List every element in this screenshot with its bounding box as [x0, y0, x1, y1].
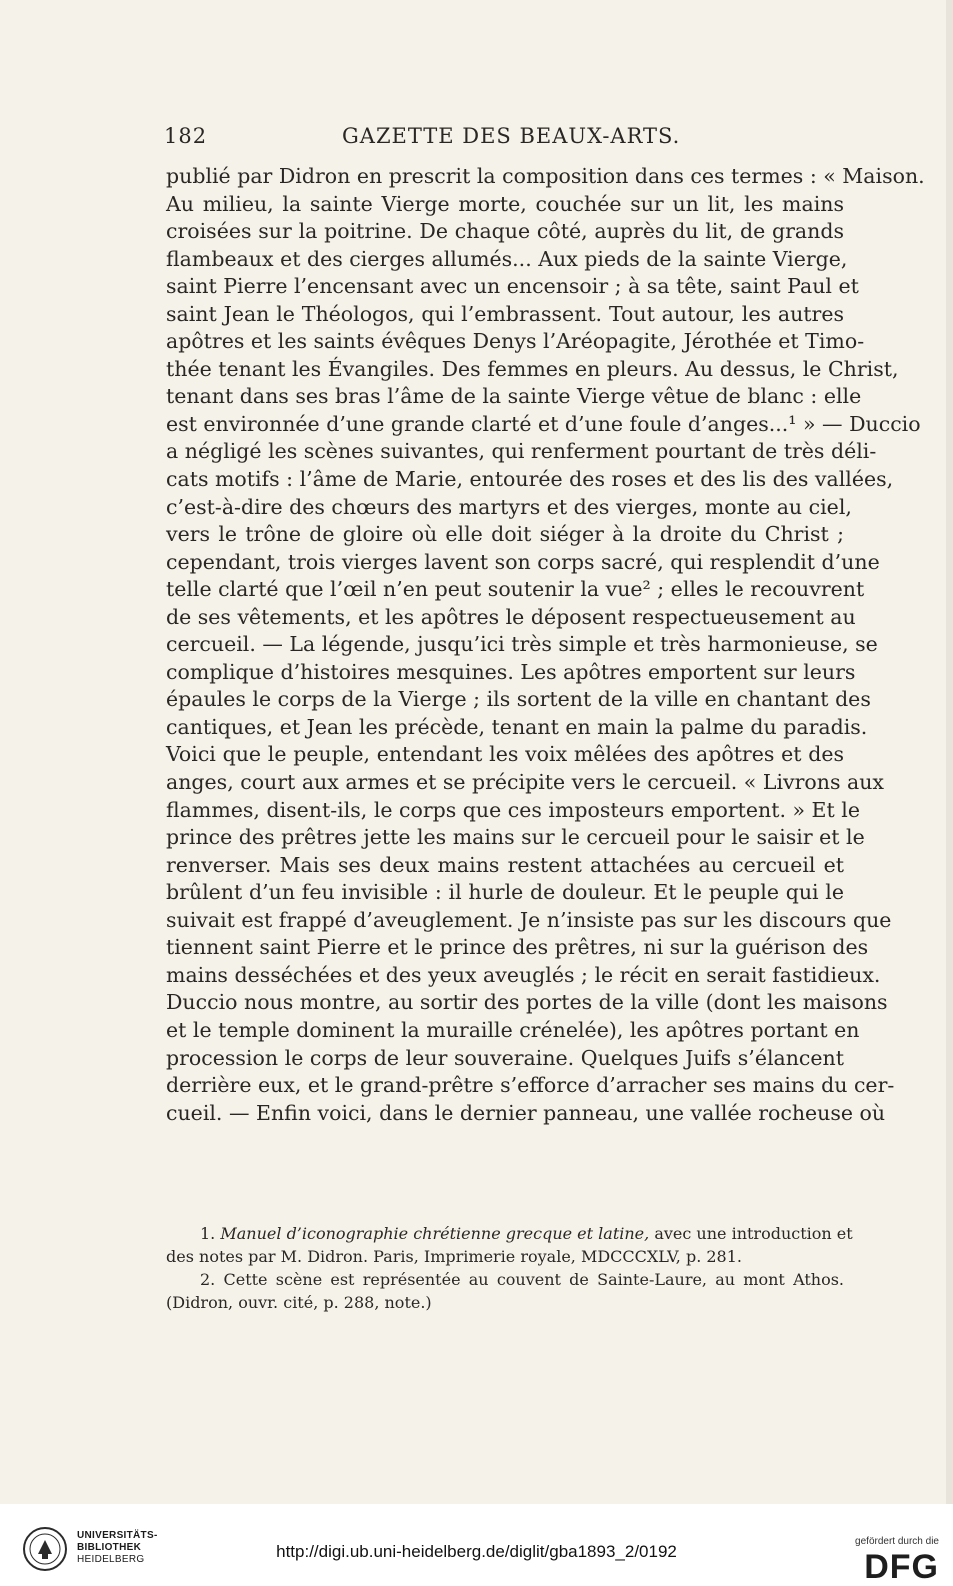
permalink-url[interactable]: http://digi.ub.uni-heidelberg.de/diglit/gba1893_2/0192	[276, 1542, 677, 1561]
funding-text: gefördert durch die	[855, 1536, 939, 1547]
text-line: brûlent d’un feu invisible : il hurle de douleur. Et le peuple qui le	[166, 880, 844, 905]
text-line: apôtres et les saints évêques Denys l’Aréopagite, Jérothée et Timo-	[166, 329, 865, 354]
footnote-1-rest: avec une introduction et	[654, 1224, 853, 1243]
text-line: vers le trône de gloire où elle doit siéger à la droite du Christ ;	[166, 522, 844, 547]
scan-edge	[946, 0, 953, 1504]
text-line: anges, court aux armes et se précipite vers le cercueil. « Livrons aux	[166, 770, 884, 795]
text-line: est environnée d’une grande clarté et d’une foule d’anges...¹ » — Duccio	[166, 411, 921, 436]
library-line-1: UNIVERSITÄTS-	[77, 1530, 158, 1541]
text-line: de ses vêtements, et les apôtres le déposent respectueusement au	[166, 604, 856, 629]
text-line: mains desséchées et des yeux aveuglés ; le récit en serait fastidieux.	[166, 962, 881, 987]
text-line: tiennent saint Pierre et le prince des prêtres, ni sur la guérison des	[166, 935, 869, 960]
text-line: cats motifs : l’âme de Marie, entourée des roses et des lis des vallées,	[166, 467, 894, 492]
body-text	[166, 163, 925, 1127]
footnote-1-line-2: des notes par M. Didron. Paris, Imprimerie royale, MDCCCXLV, p. 281.	[166, 1247, 742, 1266]
text-line: tenant dans ses bras l’âme de la sainte Vierge vêtue de blanc : elle	[166, 384, 862, 409]
text-line: procession le corps de leur souveraine. Quelques Juifs s’élancent	[166, 1045, 844, 1070]
text-line: cependant, trois vierges lavent son corps sacré, qui resplendit d’une	[166, 549, 880, 574]
text-line: saint Jean le Théologos, qui l’embrassent. Tout autour, les autres	[166, 301, 844, 326]
running-head	[164, 124, 684, 148]
text-line: épaules le corps de la Vierge ; ils sortent de la ville en chantant des	[166, 687, 871, 712]
footnotes	[166, 1222, 853, 1314]
footnote-1-title: Manuel d’iconographie chrétienne grecque et latine,	[220, 1224, 650, 1243]
dfg-funding-logo[interactable]	[819, 1529, 939, 1586]
text-line: flammes, disent-ils, le corps que ces imposteurs emportent. » Et le	[166, 797, 860, 822]
text-line: prince des prêtres jette les mains sur le cercueil pour le saisir et le	[166, 825, 865, 850]
footnote-1	[166, 1222, 853, 1245]
viewer-footer	[0, 1504, 953, 1586]
text-line: Duccio nous montre, au sortir des portes de la ville (dont les maisons	[166, 990, 888, 1015]
text-line: complique d’histoires mesquines. Les apôtres emportent sur leurs	[166, 659, 856, 684]
text-line: suivait est frappé d’aveuglement. Je n’insiste pas sur les discours que	[166, 907, 892, 932]
library-line-2: BIBLIOTHEK	[77, 1542, 142, 1553]
text-line: thée tenant les Évangiles. Des femmes en pleurs. Au dessus, le Christ,	[166, 356, 899, 381]
library-line-3: HEIDELBERG	[77, 1554, 145, 1565]
text-line: saint Pierre l’encensant avec un encensoir ; à sa tête, saint Paul et	[166, 274, 859, 299]
footnote-2-line-2: (Didron, ouvr. cité, p. 288, note.)	[166, 1293, 432, 1312]
page-number: 182	[164, 124, 208, 148]
footnote-2: 2. Cette scène est représentée au couvent de Sainte-Laure, au mont Athos.	[200, 1270, 844, 1289]
text-line: cantiques, et Jean les précède, tenant en main la palme du paradis.	[166, 714, 868, 739]
text-line: croisées sur la poitrine. De chaque côté, auprès du lit, de grands	[166, 219, 844, 244]
text-line: cueil. — Enfin voici, dans le dernier panneau, une vallée rocheuse où	[166, 1100, 886, 1125]
text-line: publié par Didron en prescrit la composition dans ces termes : « Maison.	[166, 164, 925, 188]
text-line: et le temple dominent la muraille crénelée), les apôtres portant en	[166, 1017, 860, 1042]
text-line: flambeaux et des cierges allumés... Aux pieds de la sainte Vierge,	[166, 246, 848, 271]
text-line: Au milieu, la sainte Vierge morte, couchée sur un lit, les mains	[166, 191, 844, 216]
journal-title: GAZETTE DES BEAUX-ARTS.	[342, 124, 681, 148]
text-line: a négligé les scènes suivantes, qui renferment pourtant de très déli-	[166, 439, 877, 464]
footnote-1-number: 1.	[200, 1224, 216, 1243]
text-line: c’est-à-dire des chœurs des martyrs et des vierges, monte au ciel,	[166, 494, 852, 519]
text-line: renverser. Mais ses deux mains restent attachées au cercueil et	[166, 852, 844, 877]
text-line: Voici que le peuple, entendant les voix mêlées des apôtres et des	[166, 742, 844, 767]
text-line: derrière eux, et le grand-prêtre s’efforce d’arracher ses mains du cer-	[166, 1073, 895, 1098]
text-line: telle clarté que l’œil n’en peut soutenir la vue² ; elles le recouvrent	[166, 577, 865, 602]
dfg-logo-text: DFG	[864, 1548, 939, 1586]
text-line: cercueil. — La légende, jusqu’ici très simple et très harmonieuse, se	[166, 632, 878, 657]
